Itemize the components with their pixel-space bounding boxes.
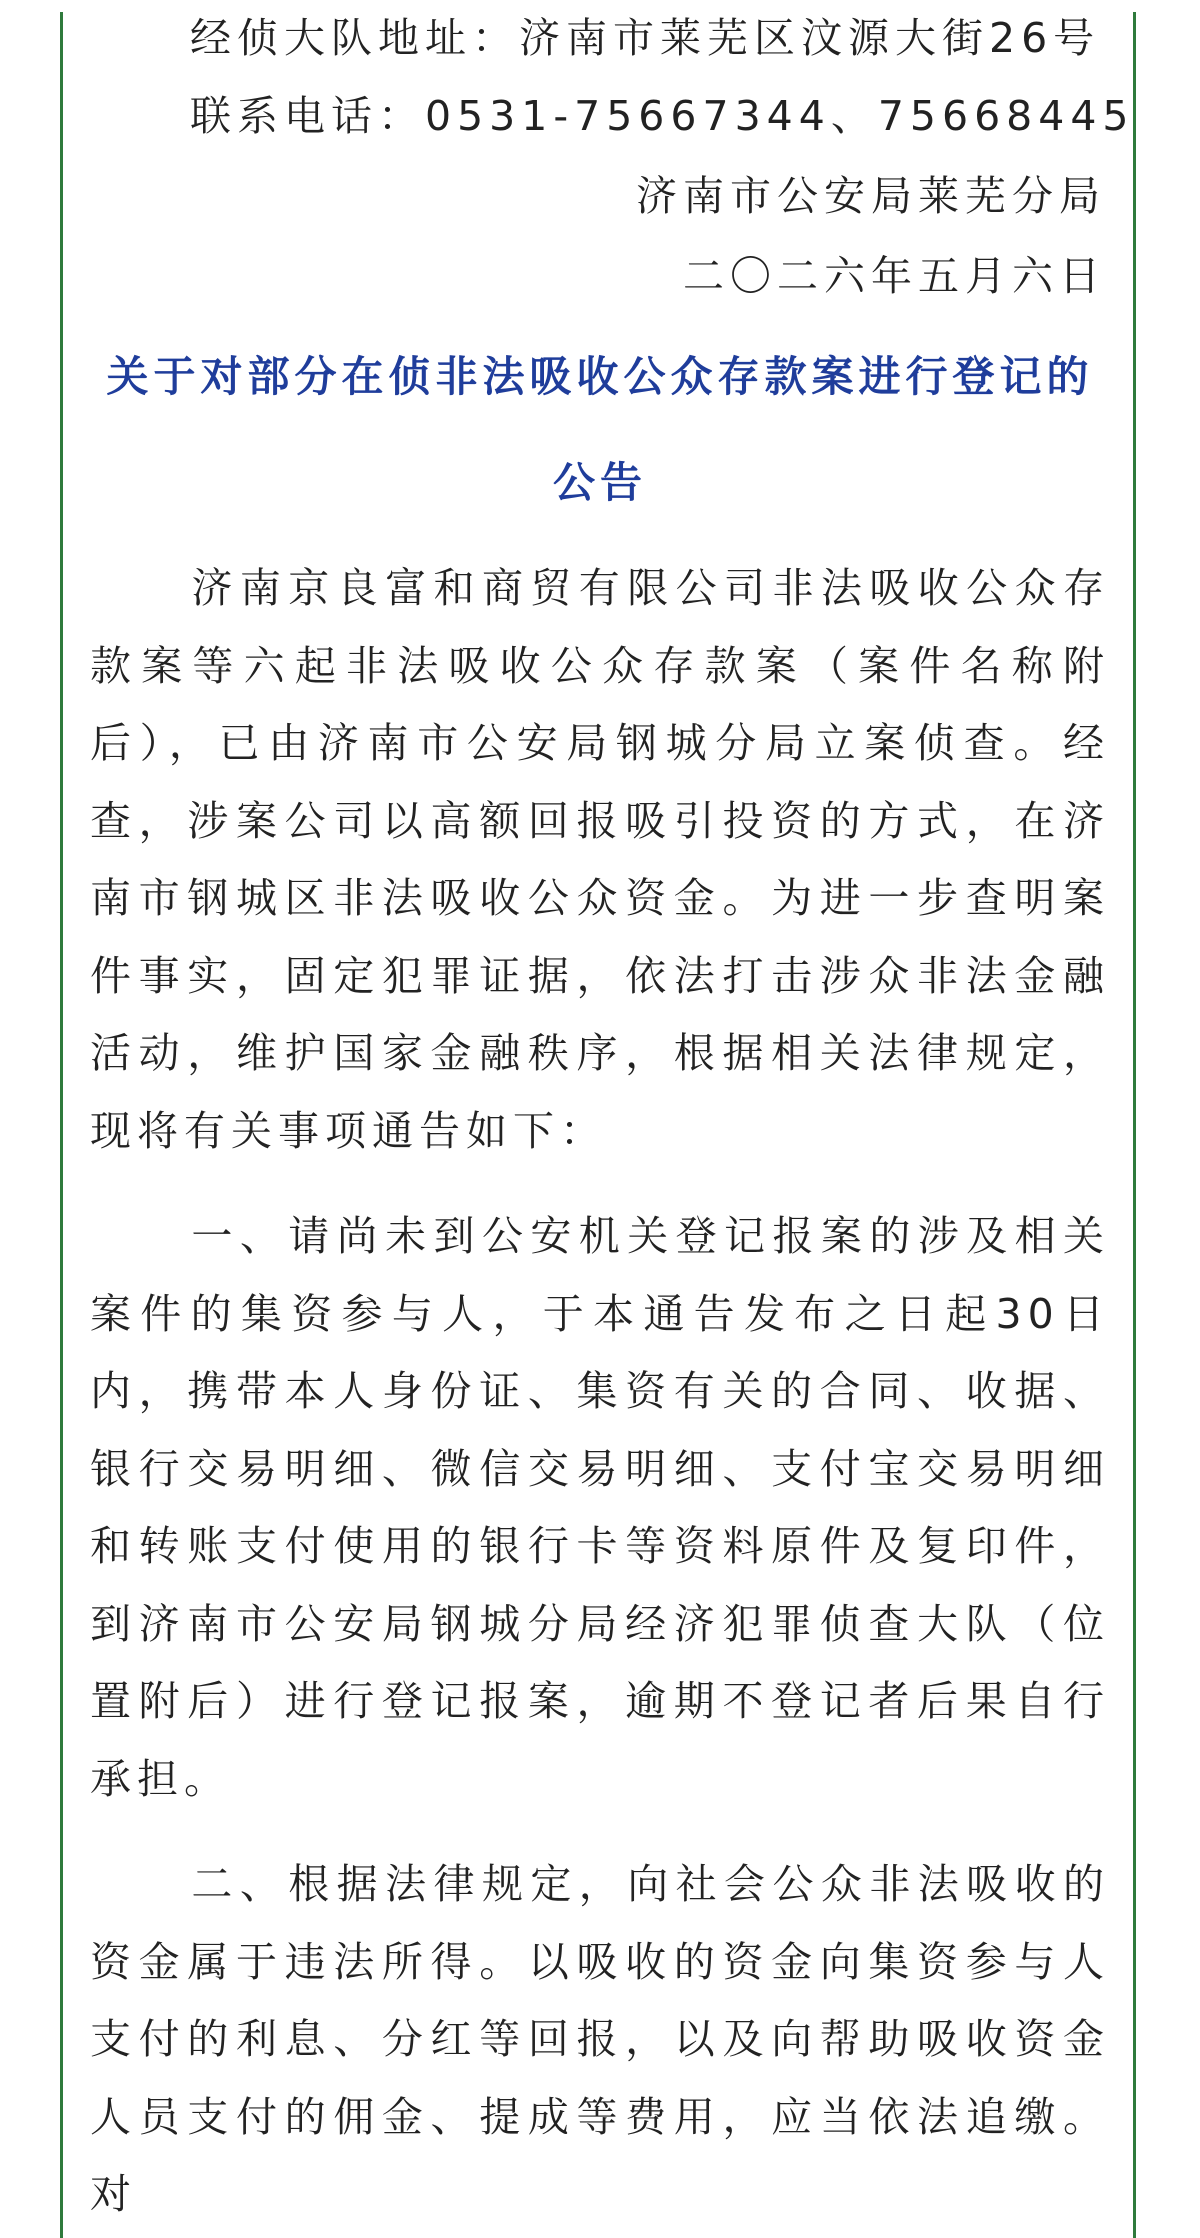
notice-intro-text: 济南京良富和商贸有限公司非法吸收公众存款案等六起非法吸收公众存款案（案件名称附后），已由济南市公安局钢城分局立案侦查。经查，涉案公司以高额回报吸引投资的方式，在济南市钢城区非法吸收公众资金。为进一步查明案件事实，固定犯罪证据，依法打击涉众非法金融活动，维护国家金融秩序，根据相关法律规定，现将有关事项通告如下： (90, 564, 1110, 1155)
notice-item1-text: 一、请尚未到公安机关登记报案的涉及相关案件的集资参与人，于本通告发布之日起30日内，携带本人身份证、集资有关的合同、收据、银行交易明细、微信交易明细、支付宝交易明细和转账支付使用的银行卡等资料原件及复印件，到济南市公安局钢城分局经济犯罪侦查大队（位置附后）进行登记报案，逾期不登记者后果自行承担。 (90, 1212, 1110, 1803)
notice-title-line2: 公告 (552, 458, 647, 507)
address-line: 经侦大队地址：济南市莱芜区汶源大街26号 (190, 14, 1101, 62)
notice-item2-text: 二、根据法律规定，向社会公众非法吸收的资金属于违法所得。以吸收的资金向集资参与人支付的利息、分红等回报，以及向帮助吸收资金人员支付的佣金、提成等费用，应当依法追缴。对 (90, 1860, 1110, 2218)
notice-item2-paragraph (90, 1846, 1110, 2234)
issuer-line: 济南市公安局莱芜分局 (636, 172, 1106, 220)
date-line: 二〇二六年五月六日 (683, 252, 1106, 300)
document-body (90, 0, 1135, 2234)
phone-line: 联系电话：0531-75667344、75668445 (190, 92, 1135, 140)
notice-item1-paragraph (90, 1198, 1110, 1818)
notice-title (90, 324, 1110, 536)
notice-title-line1: 关于对部分在侦非法吸收公众存款案进行登记的 (106, 352, 1094, 401)
notice-intro-paragraph (90, 550, 1110, 1170)
